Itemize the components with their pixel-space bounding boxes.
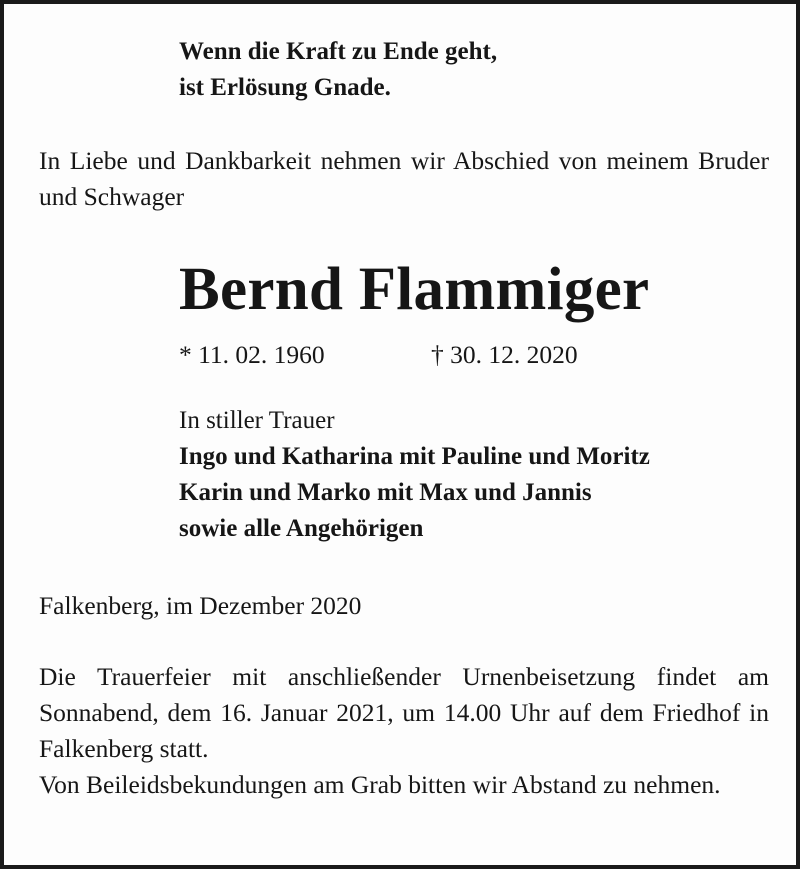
condolence-note: Von Beileidsbekundungen am Grab bitten wir Abstand zu nehmen. [39,770,721,799]
intro-text: In Liebe und Dankbarkeit nehmen wir Abschied von meinem Bruder und Schwager [39,146,769,211]
funeral-details: Die Trauerfeier mit anschließender Urnenbeisetzung findet am Sonnabend, dem 16. Januar 2021, um 14.00 Uhr auf dem Friedhof in Falkenberg statt. [39,662,769,763]
motto-line-2: ist Erlösung Gnade. [179,74,391,101]
mourners-heading: In stiller Trauer [179,407,335,434]
mourner-line: Karin und Marko mit Max und Jannis [179,479,592,506]
funeral-info [39,659,769,803]
motto-line-1: Wenn die Kraft zu Ende geht, [179,38,498,65]
mourner-line: Ingo und Katharina mit Pauline und Moritz [179,443,650,470]
deceased-name: Bernd Flammiger [179,256,650,323]
place-date: Falkenberg, im Dezember 2020 [39,591,362,620]
mourners-block [179,403,650,547]
birth-date: * 11. 02. 1960 [179,340,325,369]
motto [179,34,497,106]
death-date: † 30. 12. 2020 [431,340,578,369]
mourner-line: sowie alle Angehörigen [179,515,424,542]
